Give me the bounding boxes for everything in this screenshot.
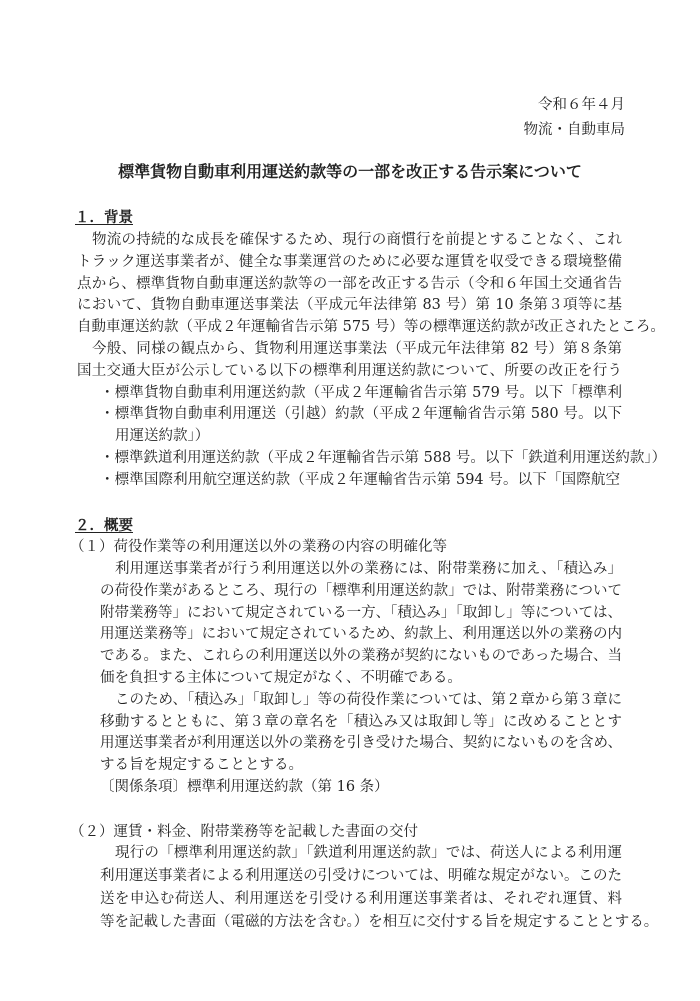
paragraph-line: 価を負担する主体について規定がなく、不明確である。: [100, 670, 462, 686]
subsection-heading: （２）運賃・料金、附帯業務等を記載した書面の交付: [70, 824, 418, 840]
section-heading-background: １．背景: [75, 210, 133, 226]
list-item: ・標準貨物自動車利用運送約款（平成２年運輸省告示第 579 号。以下「標準利: [100, 385, 622, 401]
paragraph-line: 用運送業務等」において規定されているため、約款上、利用運送以外の業務の内: [100, 626, 622, 642]
list-item: ・標準鉄道利用運送約款（平成２年運輸省告示第 588 号。以下「鉄道利用運送約款」）: [100, 450, 667, 466]
paragraph-line: において、貨物自動車運送事業法（平成元年法律第 83 号）第 10 条第３項等に基: [77, 297, 622, 313]
paragraph-line: 移動するとともに、第３章の章名を「積込み又は取卸し等」に改めることとす: [100, 714, 622, 730]
issuing-bureau: 物流・自動車局: [523, 122, 625, 138]
related-provisions: 〔関係条項〕標準利用運送約款（第 16 条）: [100, 779, 389, 795]
paragraph-line: 今般、同様の観点から、貨物利用運送事業法（平成元年法律第 82 号）第８条第: [92, 341, 622, 357]
paragraph-line: である。また、これらの利用運送以外の業務が契約にないものであった場合、当: [100, 648, 622, 664]
paragraph-line: 等を記載した書面（電磁的方法を含む。）を相互に交付する旨を規定することとする。: [100, 914, 659, 930]
paragraph-line: 点から、標準貨物自動車運送約款等の一部を改正する告示（令和６年国土交通省告: [77, 276, 622, 292]
paragraph-line: 送を申込む荷送人、利用運送を引受ける利用運送事業者は、それぞれ運賃、料: [100, 891, 622, 907]
paragraph-line: 附帯業務等」において規定されている一方、「積込み」「取卸し」等については、: [100, 605, 622, 621]
list-item: ・標準貨物自動車利用運送（引越）約款（平成２年運輸省告示第 580 号。以下: [100, 406, 622, 422]
list-item-continuation: 用運送約款」）: [115, 428, 210, 444]
paragraph-line: 利用運送事業者による利用運送の引受けについては、明確な規定がない。このた: [100, 868, 622, 884]
paragraph-line: 現行の「標準利用運送約款」「鉄道利用運送約款」では、荷送人による利用運: [115, 845, 622, 861]
paragraph-line: このため、「積込み」「取卸し」等の荷役作業については、第２章から第３章に: [115, 692, 622, 708]
paragraph-line: トラック運送事業者が、健全な事業運営のために必要な運賃を収受できる環境整備: [77, 254, 622, 270]
paragraph-line: 利用運送事業者が行う利用運送以外の業務には、附帯業務に加え、「積込み」: [115, 561, 622, 577]
paragraph-line: 自動車運送約款（平成２年運輸省告示第 575 号）等の標準運送約款が改正されたところ。: [77, 319, 665, 335]
paragraph-line: 国土交通大臣が公示している以下の標準利用運送約款について、所要の改正を行う: [77, 363, 622, 379]
paragraph-line: 物流の持続的な成長を確保するため、現行の商慣行を前提とすることなく、これ: [92, 232, 622, 248]
document-title: 標準貨物自動車利用運送約款等の一部を改正する告示案について: [118, 162, 582, 181]
paragraph-line: する旨を規定することとする。: [100, 757, 303, 773]
paragraph-line: 用運送事業者が利用運送以外の業務を引き受けた場合、契約にないものを含め、: [100, 735, 622, 751]
document-date: 令和６年４月: [538, 97, 625, 113]
list-item: ・標準国際利用航空運送約款（平成２年運輸省告示第 594 号。以下「国際航空: [100, 472, 620, 488]
subsection-heading: （１）荷役作業等の利用運送以外の業務の内容の明確化等: [70, 539, 447, 555]
section-heading-overview: ２．概要: [75, 518, 133, 534]
paragraph-line: の荷役作業があるところ、現行の「標準利用運送約款」では、附帯業務について: [100, 583, 622, 599]
